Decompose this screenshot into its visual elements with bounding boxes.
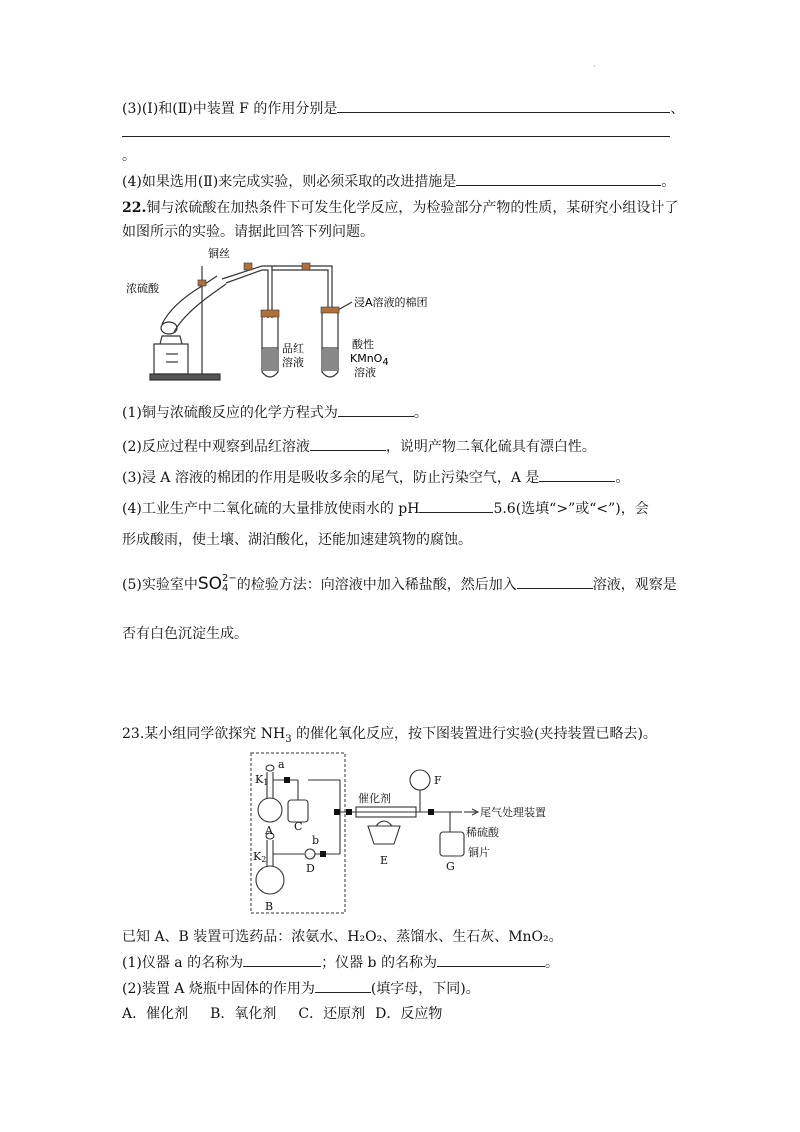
q23-intro: 23.某小组同学欲探究 $NH_3$ 的催化氧化反应，按下图装置进行实验(夹持装置已略去)。 [122, 726, 657, 745]
q22-part2: (2)反应过程中观察到品红溶液 ，说明产物二氧化硫具有漂白性。 [122, 436, 596, 457]
label-dilute: 稀硫酸 [466, 826, 499, 839]
q22-part5-cont: 否有白色沉淀生成。 [122, 626, 248, 642]
label-b: b [312, 834, 320, 847]
label-copper: 铜片 [468, 846, 490, 859]
q21-part3-blank-1[interactable] [337, 98, 670, 113]
label-K1: K [255, 773, 264, 786]
q22-part4: (4)工业生产中二氧化硫的大量排放使雨水的 pH 5.6(选填“>”或“<”)，会 [122, 498, 649, 519]
q22-part1-blank[interactable] [338, 402, 414, 417]
q22-part5-blank[interactable] [517, 574, 593, 589]
q22-intro-2: 如图所示的实验。请据此回答下列问题。 [122, 224, 374, 240]
label-E: E [380, 854, 389, 867]
q22-apparatus-figure [122, 244, 452, 384]
label-K2: K [253, 850, 262, 863]
option-b[interactable]: B．氧化剂 [210, 1006, 277, 1022]
q23-part1-blank-a[interactable] [243, 952, 321, 967]
label-cotton: 浸A溶液的棉团 [354, 296, 428, 309]
svg-text:K1: K1 [255, 773, 269, 787]
svg-text:K2: K2 [253, 850, 267, 864]
q22-part1: (1)铜与浓硫酸反应的化学方程式为 。 [122, 402, 428, 423]
label-kmno4-1: 酸性 [352, 338, 374, 351]
q22-part2-blank[interactable] [310, 436, 386, 451]
q23-known: 已知 A、B 装置可选药品：浓氨水、H₂O₂、蒸馏水、生石灰、MnO₂。 [122, 929, 563, 945]
label-pinhong-1: 品红 [282, 342, 304, 355]
label-C: C [294, 820, 303, 833]
option-d[interactable]: D．反应物 [375, 1006, 443, 1022]
q23-part2: (2)装置 A 烧瓶中固体的作用为 (填字母，下同)。 [122, 978, 480, 999]
q21-part4-blank[interactable] [456, 171, 661, 186]
label-a: a [278, 758, 285, 771]
label-tail: 尾气处理装置 [480, 806, 546, 819]
q23-part1-blank-b[interactable] [437, 952, 545, 967]
q22-intro-1: 22.铜与浓硫酸在加热条件下可发生化学反应，为检验部分产物的性质，某研究小组设计了 [122, 200, 679, 216]
sulfate-ion: SO 2− 4 [197, 573, 237, 594]
label-acid: 浓硫酸 [126, 282, 159, 295]
q22-part4-blank[interactable] [419, 498, 493, 513]
label-catalyst: 催化剂 [358, 792, 391, 805]
option-a[interactable]: A．催化剂 [122, 1006, 189, 1022]
q23-part1: (1)仪器 a 的名称为 ；仪器 b 的名称为 。 [122, 952, 559, 973]
label-B: B [265, 900, 274, 913]
label-F: F [434, 774, 442, 787]
label-A: A [265, 824, 273, 837]
label-kmno4-2: KMnO4 [350, 352, 389, 368]
option-c[interactable]: C．还原剂 [298, 1006, 366, 1022]
q22-part5: (5)实验室中SO 2− 4 的检验方法：向溶液中加入稀盐酸，然后加入 溶液，观察是 [122, 573, 677, 594]
q23-part2-blank[interactable] [315, 978, 371, 993]
q22-number: 22. [122, 200, 147, 216]
q22-part3: (3)浸 A 溶液的棉团的作用是吸收多余的尾气，防止污染空气，A 是 。 [122, 467, 629, 488]
q22-part4-cont: 形成酸雨，使土壤、湖泊酸化，还能加速建筑物的腐蚀。 [122, 532, 472, 548]
label-G: G [446, 860, 455, 873]
q21-part3-blank-2[interactable] [122, 136, 670, 137]
label-pinhong-2: 溶液 [282, 356, 304, 369]
label-wire: 铜丝 [208, 247, 230, 260]
corner-dot: · [593, 62, 596, 71]
q21-part3: (3)(Ⅰ)和(Ⅱ)中装置 F 的作用分别是 、 [122, 98, 684, 119]
label-D: D [306, 862, 315, 875]
q21-part3-end: 。 [122, 148, 136, 164]
q23-apparatus-figure [250, 752, 560, 916]
q21-part4: (4)如果选用(Ⅱ)来完成实验，则必须采取的改进措施是 。 [122, 171, 675, 192]
label-kmno4-3: 溶液 [354, 366, 376, 379]
q23-options [122, 1004, 442, 1024]
q22-part3-blank[interactable] [539, 467, 615, 482]
